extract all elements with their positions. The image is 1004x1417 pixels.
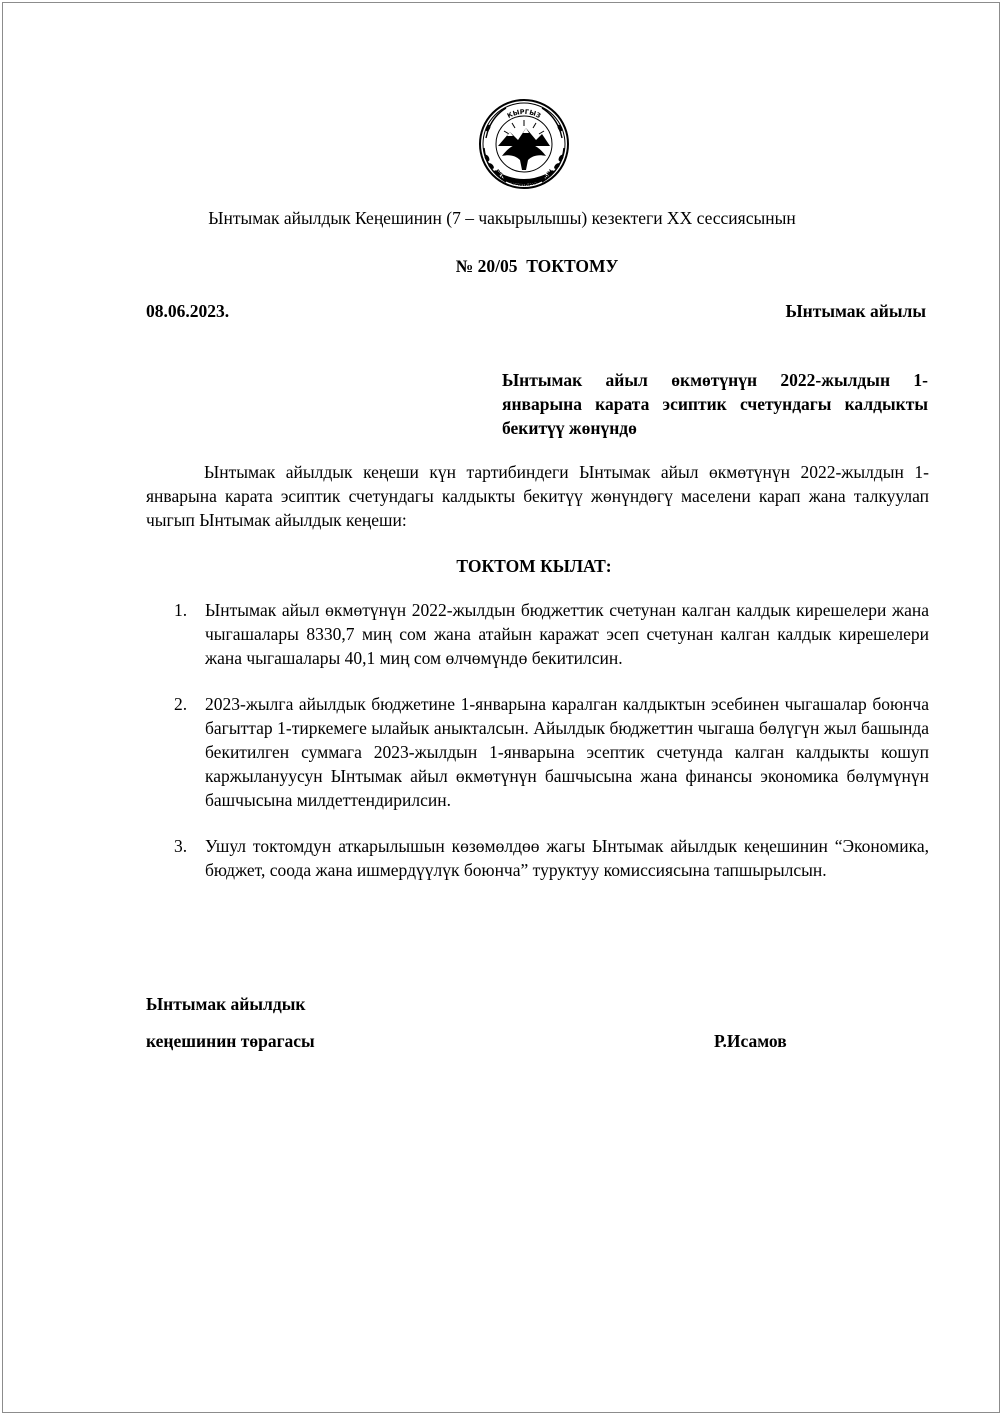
- svg-text:РЕСПУБЛИКАСЫНЫН: РЕСПУБЛИКАСЫНЫН: [493, 168, 555, 189]
- preamble-paragraph: Ынтымак айылдык кеңеши күн тартибиндеги Ынтымак айыл өкмөтүнүн 2022-жылдын 1-январына карата эсиптик счетундагы калдыкты бекитүү жөнүндөгү маселени карап жана талкуулап чыгып Ынтымак айылдык кеңеши:: [146, 462, 929, 530]
- item-number: 3.: [174, 836, 188, 856]
- document-date: 08.06.2023.: [146, 301, 230, 321]
- document-place: Ынтымак айылы: [785, 301, 926, 321]
- item-text: 2023-жылга айылдык бюджетине 1-январына каралган калдыктын эсебинен чыгашалар боюнча багыттар 1-тиркемеге ылайык аныкталсын. Айылдык бюджеттин чыгаша бөлүгүн жыл башында бекитилген суммага 2023-жылдын 1-январына эсептик счетунда калган калдыкты кошуп каржылануусун Ынтымак айыл өкмөтүнүн башчысына жана финансы экономика бөлүмүнүн башчысына милдеттендирилсин.: [205, 694, 929, 810]
- resolution-item: [174, 834, 929, 882]
- document-number-title: № 20/05 ТОКТОМУ: [455, 256, 619, 276]
- resolution-item: [174, 598, 929, 670]
- resolution-item: [174, 692, 929, 812]
- item-text: Ушул токтомдун аткарылышын көзөмөлдөө жагы Ынтымак айылдык кеңешинин “Экономика, бюджет, соода жана ишмердүүлүк боюнча” туруктуу комиссиясына тапшырылсын.: [205, 836, 929, 880]
- resolution-items-list: [174, 598, 929, 904]
- signatory-name: Р.Исамов: [714, 1031, 787, 1051]
- svg-text:КЫРГЫЗ: КЫРГЫЗ: [505, 107, 543, 120]
- item-number: 2.: [174, 694, 188, 714]
- item-number: 1.: [174, 600, 188, 620]
- signatory-title-line2: кеңешинин төрагасы: [146, 1031, 315, 1051]
- document-subject: Ынтымак айыл өкмөтүнүн 2022-жылдын 1-январына карата эсиптик счетундагы калдыкты бекитүү жөнүндө: [502, 370, 928, 438]
- resolve-title: ТОКТОМ КЫЛАТ:: [456, 556, 612, 576]
- signatory-title-line1: Ынтымак айылдык: [146, 994, 306, 1014]
- session-header: Ынтымак айылдык Кеңешинин (7 – чакырылышы) кезектеги ХХ сессиясынын: [208, 208, 796, 228]
- kyrgyz-state-emblem-icon: [472, 98, 576, 190]
- item-text: Ынтымак айыл өкмөтүнүн 2022-жылдын бюджеттик счетунан калган калдык кирешелери жана чыгашалары 8330,7 миң сом жана атайын каражат эсеп счетунан калган калдык кирешелери жана чыгашалары 40,1 миң сом өлчөмүндө бекитилсин.: [205, 600, 929, 668]
